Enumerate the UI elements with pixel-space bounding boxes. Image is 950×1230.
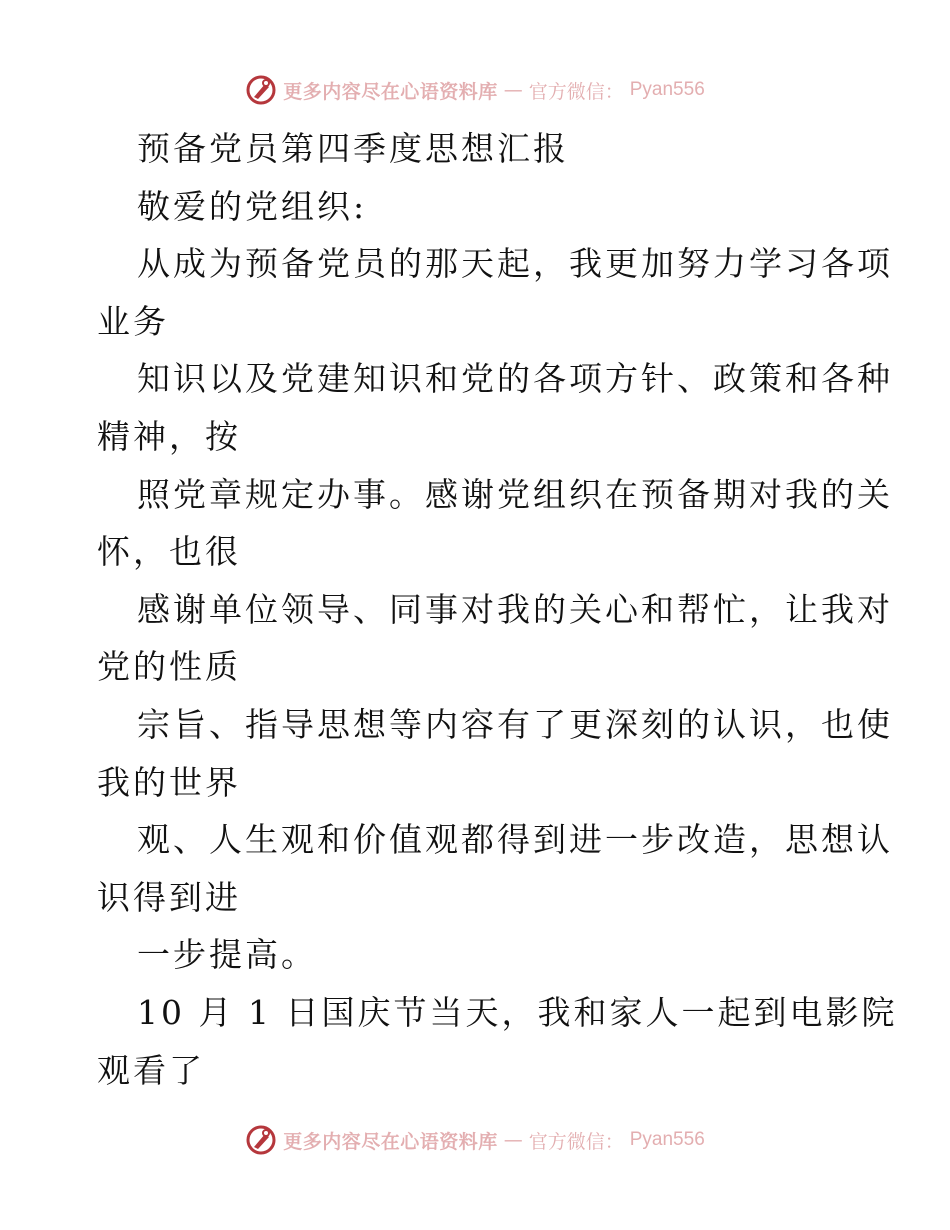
text-line: 宗旨、指导思想等内容有了更深刻的认识，也使 <box>137 704 893 744</box>
text-line: 怀，也很 <box>97 532 241 572</box>
text-line: 10 月 1 日国庆节当天，我和家人一起到电影院 <box>137 992 898 1032</box>
text-line: 精神，按 <box>97 416 241 456</box>
banner-separator: — <box>503 1129 523 1151</box>
text-line: 我的世界 <box>97 762 241 802</box>
text-line: 业务 <box>97 301 169 341</box>
text-line: 感谢单位领导、同事对我的关心和帮忙，让我对 <box>137 589 893 629</box>
banner-wechat-id: Pyan556 <box>629 79 705 100</box>
banner-wechat-id: Pyan556 <box>629 1129 705 1150</box>
banner-wechat-label: 官方微信： <box>528 1130 624 1153</box>
brush-logo-icon <box>245 74 277 106</box>
document-body <box>97 120 898 1099</box>
banner-separator: — <box>503 79 523 101</box>
banner-wechat-label: 官方微信： <box>528 80 624 103</box>
salutation: 敬爱的党组织: <box>137 186 368 226</box>
document-title: 预备党员第四季度思想汇报 <box>137 129 569 168</box>
text-line: 党的性质 <box>97 647 241 687</box>
brush-logo-icon <box>245 1124 277 1156</box>
banner-title: 更多内容尽在心语资料库 <box>283 80 498 103</box>
text-line: 从成为预备党员的那天起，我更加努力学习各项 <box>137 244 893 284</box>
footer-banner <box>0 1120 950 1160</box>
text-line: 观、人生观和价值观都得到进一步改造，思想认 <box>137 820 893 860</box>
text-line: 观看了 <box>97 1050 205 1090</box>
banner-title: 更多内容尽在心语资料库 <box>283 1130 498 1153</box>
text-line: 知识以及党建知识和党的各项方针、政策和各种 <box>137 359 893 399</box>
text-line: 一步提高。 <box>137 935 317 975</box>
header-banner <box>0 70 950 110</box>
text-line: 识得到进 <box>97 877 241 917</box>
text-line: 照党章规定办事。感谢党组织在预备期对我的关 <box>137 474 893 514</box>
